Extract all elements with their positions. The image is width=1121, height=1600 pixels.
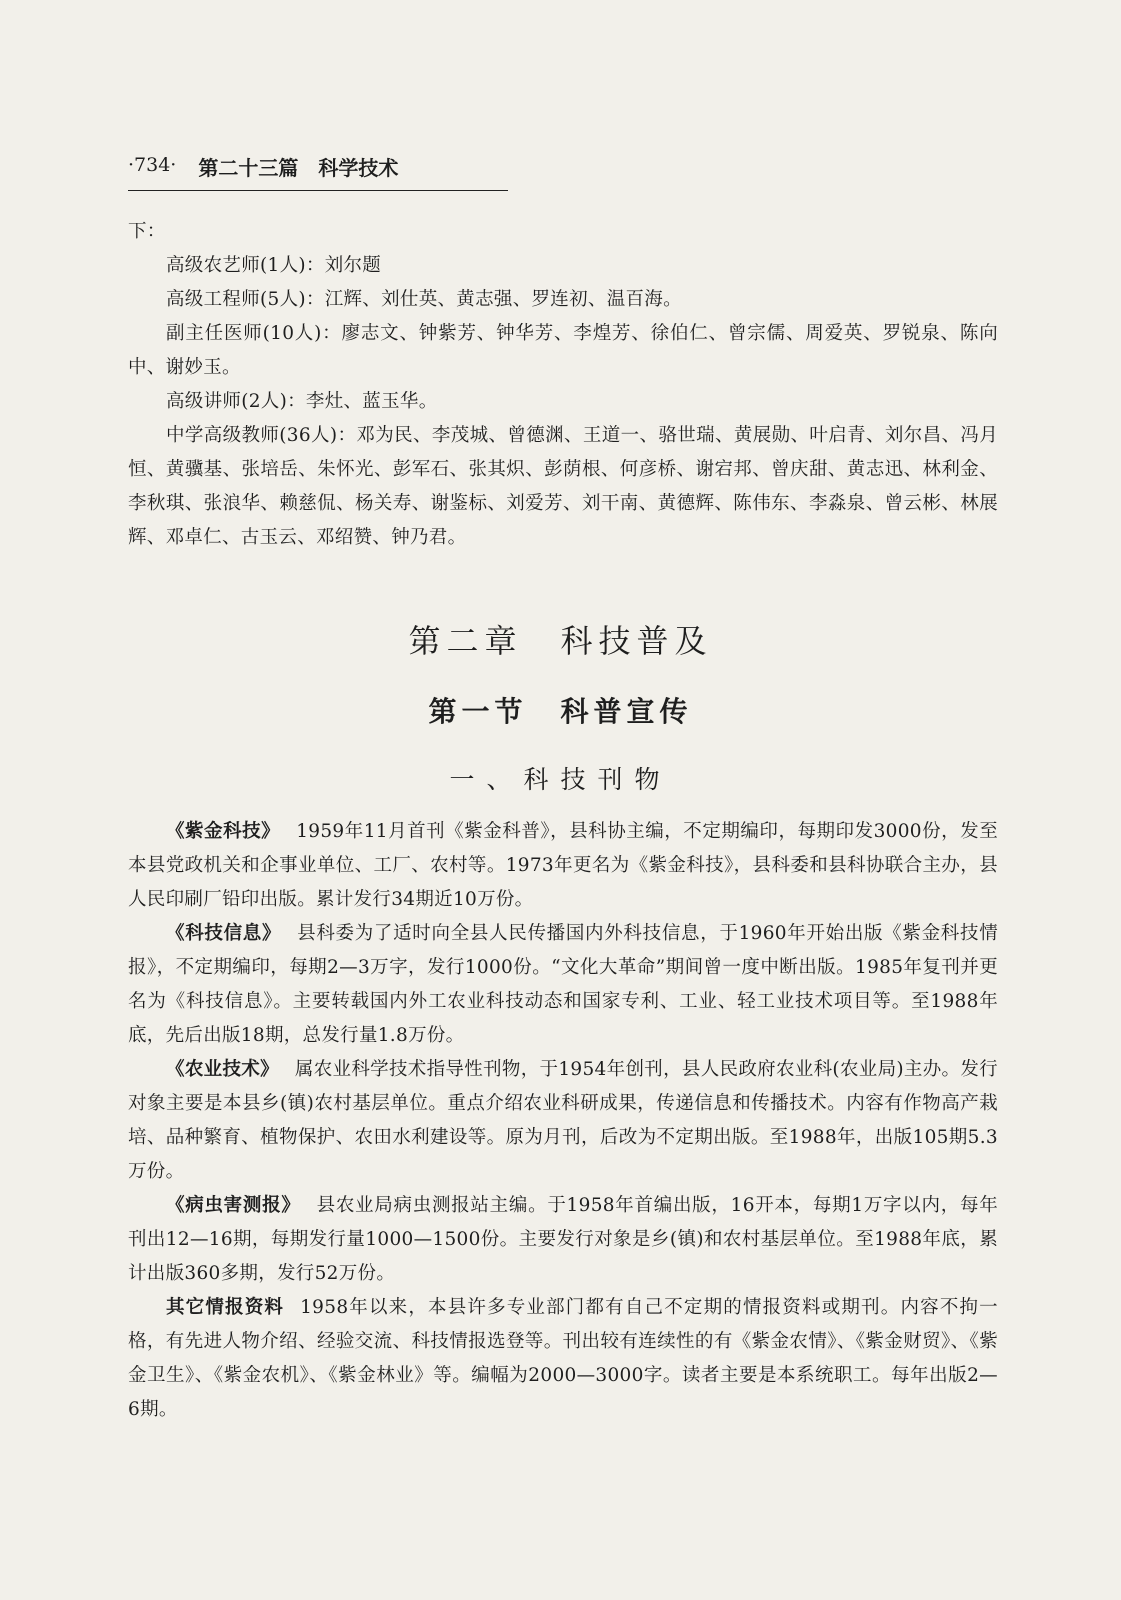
paragraph-text: 县科委为了适时向全县人民传播国内外科技信息，于1960年开始出版《紫金科技情报》，不定期编印，每期2—3万字，发行1000份。“文化大革命”期间曾一度中断出版。1985年复刊并更名为《科技信息》。主要转载国内外工农业科技动态和国家专利、工业、轻工业技术项目等。至1988年底，先后出版18期，总发行量1.8万份。	[128, 923, 998, 1046]
page-header	[128, 152, 508, 191]
list-item: 高级农艺师(1人)：刘尔题	[166, 255, 382, 276]
paragraph-text: 1958年以来，本县许多专业部门都有自己不定期的情报资料或期刊。内容不拘一格，有先进人物介绍、经验交流、科技情报选登等。刊出较有连续性的有《紫金农情》、《紫金财贸》、《紫金卫生》、《紫金农机》、《紫金林业》等。编幅为2000—3000字。读者主要是本系统职工。每年出版2—6期。	[128, 1297, 998, 1420]
section-title: 第一节 科普宣传	[428, 695, 693, 728]
paragraph-lead: 《农业技术》	[166, 1059, 279, 1080]
page-number: ·734·	[128, 154, 177, 176]
chapter-title: 第二章 科技普及	[408, 622, 713, 660]
paragraph-lead: 《病虫害测报》	[166, 1195, 301, 1216]
paragraph-lead: 《紫金科技》	[166, 821, 281, 842]
subsection-title: 一、科技刊物	[449, 765, 672, 794]
paragraph	[128, 1053, 998, 1189]
list-item: 高级工程师(5人)：江辉、刘仕英、黄志强、罗连初、温百海。	[166, 289, 682, 310]
paragraph-text: 属农业科学技术指导性刊物，于1954年创刊，县人民政府农业科(农业局)主办。发行对象主要是本县乡(镇)农村基层单位。重点介绍农业科研成果，传递信息和传播技术。内容有作物高产栽培、品种繁育、植物保护、农田水利建设等。原为月刊，后改为不定期出版。至1988年，出版105期5.3万份。	[128, 1059, 998, 1182]
running-title: 第二十三篇 科学技术	[198, 156, 399, 180]
paragraph	[128, 815, 998, 917]
paragraph-text: 1959年11月首刊《紫金科普》，县科协主编，不定期编印，每期印发3000份，发至本县党政机关和企事业单位、工厂、农村等。1973年更名为《紫金科技》，县科委和县科协联合主办，县人民印刷厂铅印出版。累计发行34期近10万份。	[128, 821, 998, 910]
staff-list	[128, 215, 998, 555]
paragraph-lead: 其它情报资料	[166, 1297, 285, 1318]
list-intro: 下：	[128, 221, 166, 242]
list-item: 高级讲师(2人)：李灶、蓝玉华。	[166, 391, 438, 412]
paragraph	[128, 1189, 998, 1291]
paragraph-text: 县农业局病虫测报站主编。于1958年首编出版，16开本，每期1万字以内，每年刊出12—16期，每期发行量1000—1500份。主要发行对象是乡(镇)和农村基层单位。至1988年底，累计出版360多期，发行52万份。	[128, 1195, 998, 1284]
publications-body	[128, 815, 998, 1427]
list-item: 中学高级教师(36人)：邓为民、李茂城、曾德渊、王道一、骆世瑞、黄展勋、叶启青、刘尔昌、冯月恒、黄骥基、张培岳、朱怀光、彭军石、张其炽、彭荫根、何彦桥、谢宕邦、曾庆甜、黄志迅、林利金、李秋琪、张浪华、赖慈侃、杨关寿、谢鉴标、刘爱芳、刘干南、黄德辉、陈伟东、李淼泉、曾云彬、林展辉、邓卓仁、古玉云、邓绍赞、钟乃君。	[128, 425, 998, 548]
paragraph-lead: 《科技信息》	[166, 923, 282, 944]
paragraph	[128, 1291, 998, 1427]
paragraph	[128, 917, 998, 1053]
list-item: 副主任医师(10人)：廖志文、钟紫芳、钟华芳、李煌芳、徐伯仁、曾宗儒、周爱英、罗锐泉、陈向中、谢妙玉。	[128, 323, 998, 378]
